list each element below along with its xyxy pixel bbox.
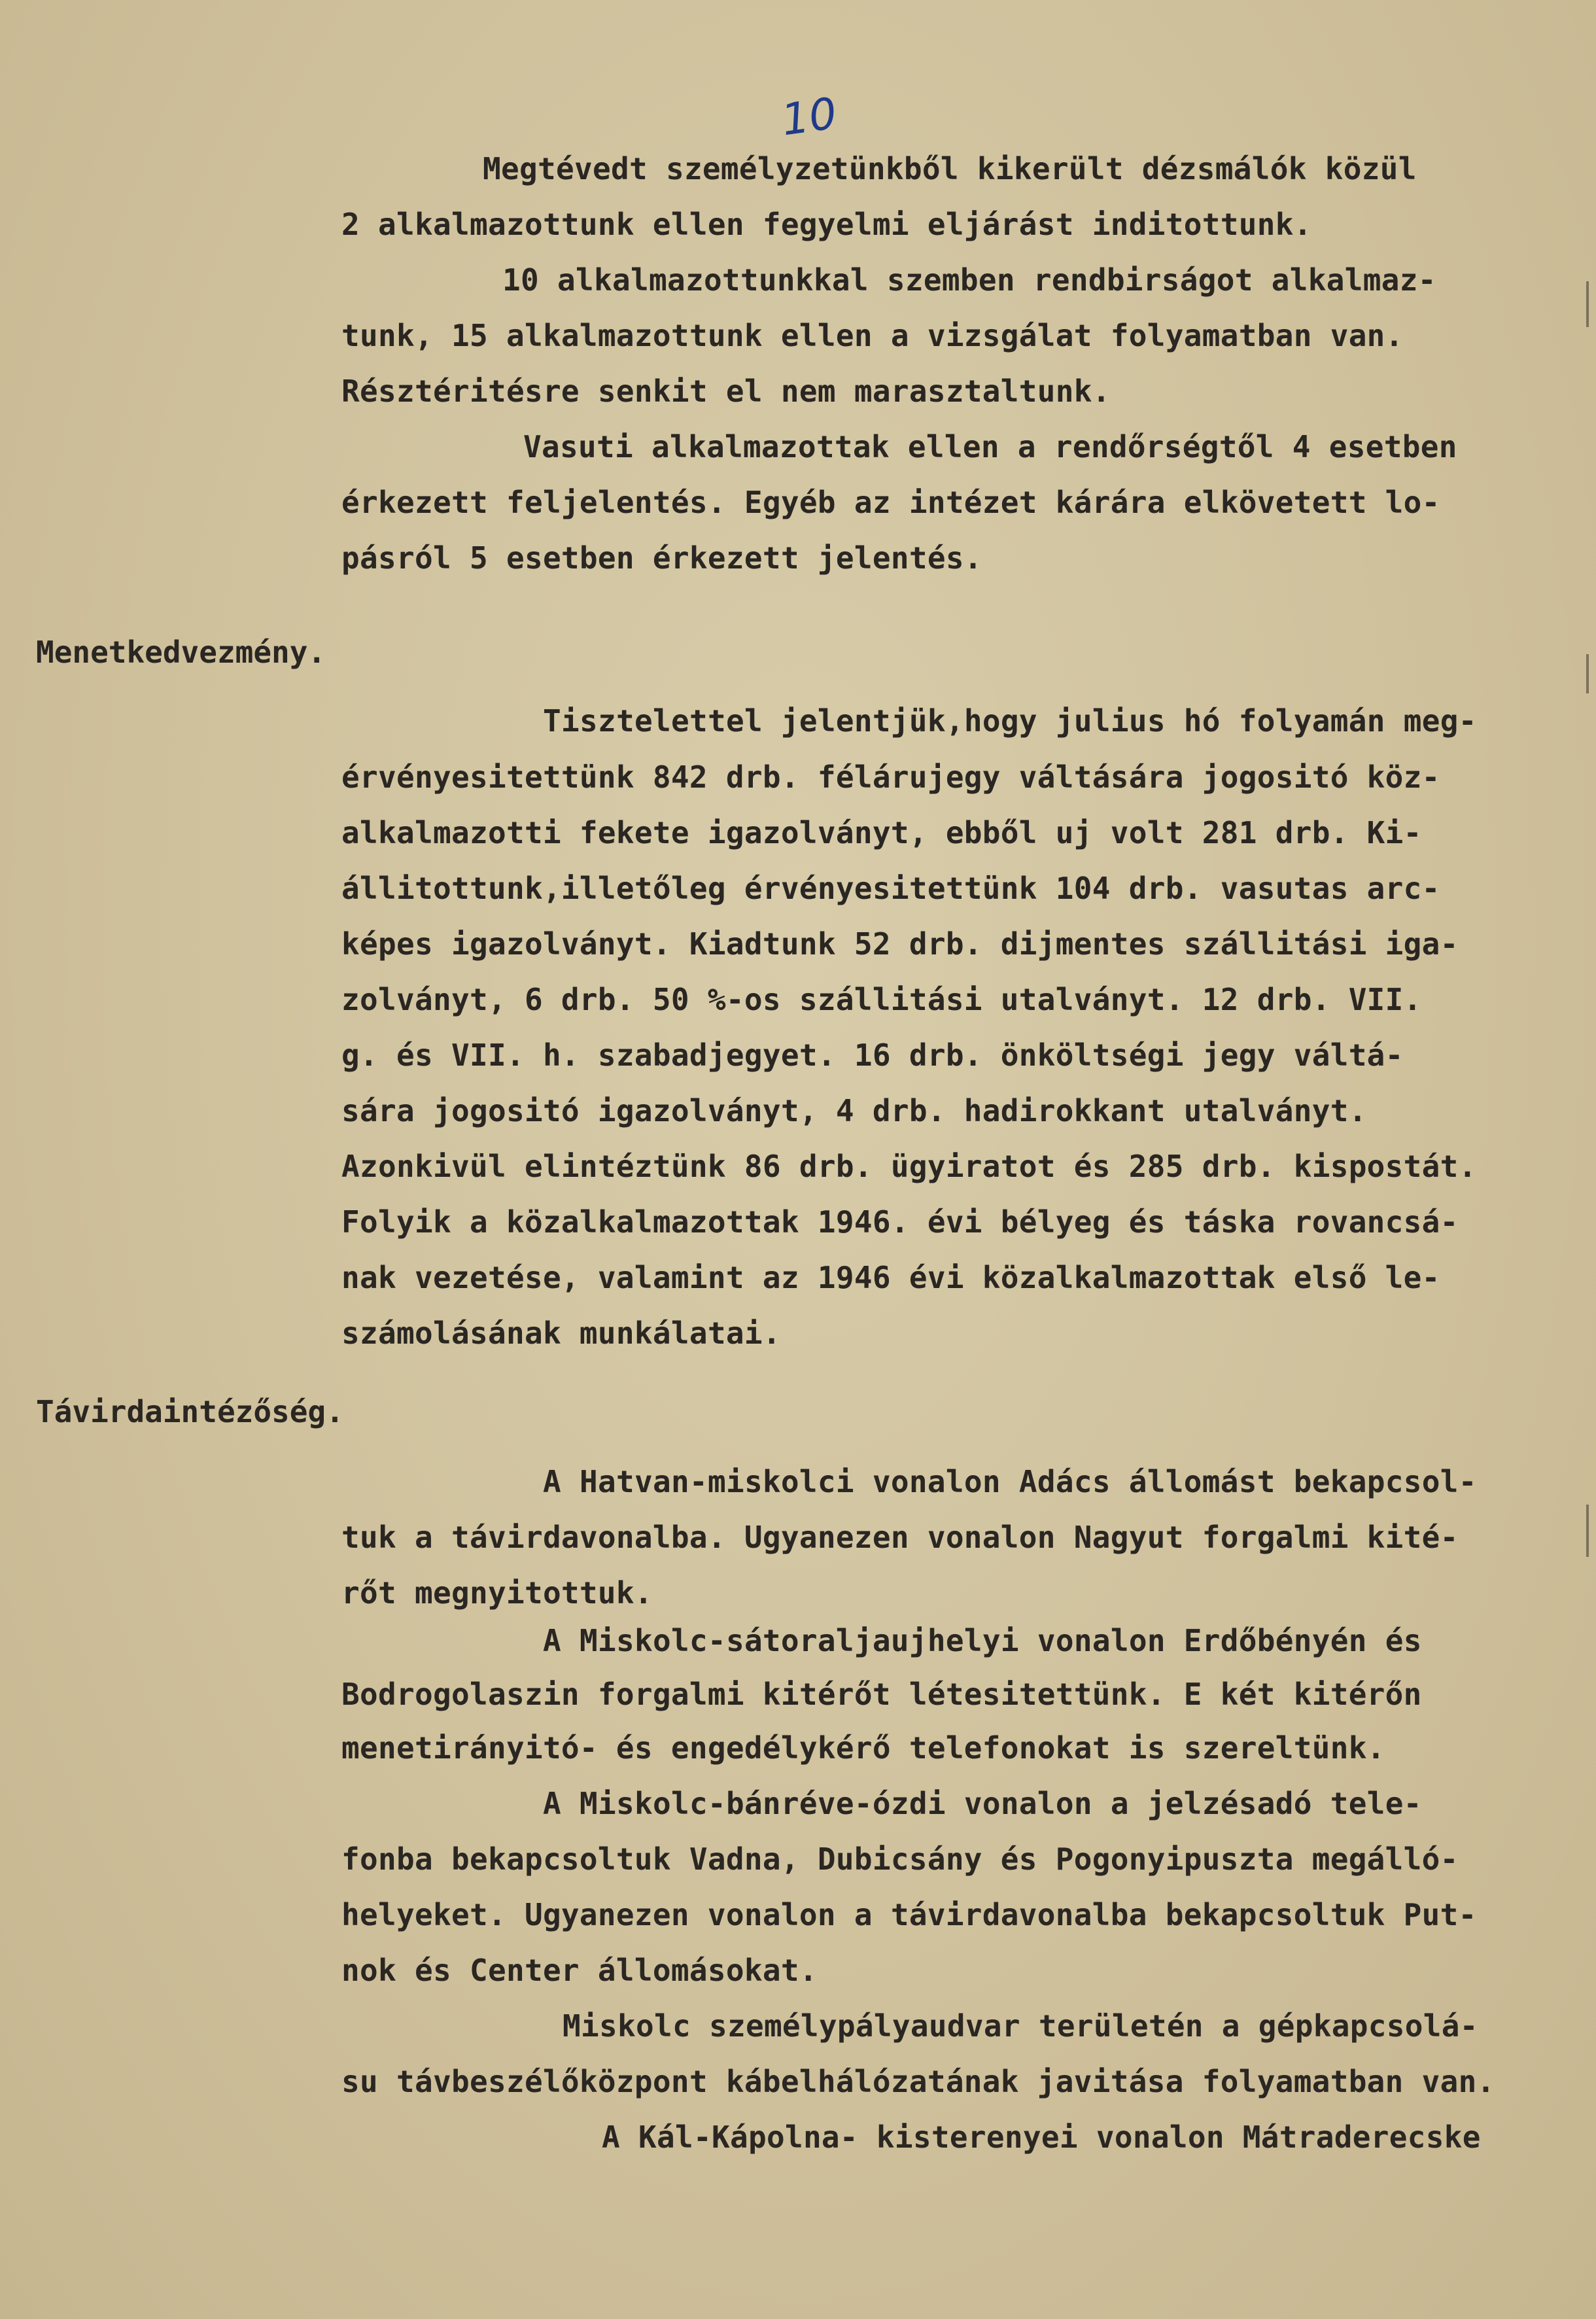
page-number: 10 (778, 88, 840, 146)
text-line: g. és VII. h. szabadjegyet. 16 drb. önköltségi jegy váltá- (341, 1037, 1404, 1073)
text-line: su távbeszélőközpont kábelhálózatának javitása folyamatban van. (341, 2064, 1495, 2099)
text-line: Miskolc személypályaudvar területén a gépkapcsolá- (563, 2008, 1478, 2044)
text-line: alkalmazotti fekete igazolványt, ebből uj volt 281 drb. Ki- (341, 815, 1422, 850)
text-line: érkezett feljelentés. Egyéb az intézet kárára elkövetett lo- (341, 485, 1440, 520)
text-line: fonba bekapcsoltuk Vadna, Dubicsány és Pogonyipuszta megálló- (341, 1841, 1459, 1877)
paper-edge-mark (1586, 654, 1589, 693)
paper-edge-mark (1586, 1505, 1589, 1557)
text-line: Megtévedt személyzetünkből kikerült dézsmálók közül (483, 151, 1417, 186)
text-line: érvényesitettünk 842 drb. félárujegy váltására jogositó köz- (341, 759, 1440, 795)
text-line: zolványt, 6 drb. 50 %-os szállitási utalványt. 12 drb. VII. (341, 982, 1422, 1017)
text-line: Résztéritésre senkit el nem marasztaltunk. (341, 374, 1111, 409)
text-line: menetirányitó- és engedélykérő telefonokat is szereltünk. (341, 1730, 1385, 1766)
text-line: Bodrogolaszin forgalmi kitérőt létesitettünk. E két kitérőn (341, 1677, 1422, 1712)
text-line: Folyik a közalkalmazottak 1946. évi bélyeg és táska rovancsá- (341, 1204, 1459, 1240)
text-line: Tisztelettel jelentjük,hogy julius hó folyamán meg- (543, 703, 1477, 739)
text-line: sára jogositó igazolványt, 4 drb. hadirokkant utalványt. (341, 1093, 1367, 1128)
paper-edge-mark (1586, 281, 1589, 327)
text-line: helyeket. Ugyanezen vonalon a távirdavonalba bekapcsoltuk Put- (341, 1897, 1477, 1932)
text-line: 2 alkalmazottunk ellen fegyelmi eljárást inditottunk. (341, 207, 1312, 242)
section-heading: Menetkedvezmény. (36, 635, 326, 670)
text-line: tuk a távirdavonalba. Ugyanezen vonalon Nagyut forgalmi kité- (341, 1520, 1459, 1555)
text-line: A Kál-Kápolna- kisterenyei vonalon Mátraderecske (602, 2119, 1481, 2155)
text-line: A Hatvan-miskolci vonalon Adács állomást bekapcsol- (543, 1464, 1477, 1499)
text-line: 10 alkalmazottunkkal szemben rendbirságot alkalmaz- (502, 262, 1436, 298)
text-line: tunk, 15 alkalmazottunk ellen a vizsgálat folyamatban van. (341, 318, 1404, 353)
text-line: képes igazolványt. Kiadtunk 52 drb. dijmentes szállitási iga- (341, 926, 1459, 962)
text-line: nok és Center állomásokat. (341, 1953, 818, 1988)
text-line: számolásának munkálatai. (341, 1316, 781, 1351)
text-line: rőt megnyitottuk. (341, 1575, 653, 1611)
section-heading: Távirdaintézőség. (36, 1394, 344, 1429)
text-line: A Miskolc-sátoraljaujhelyi vonalon Erdőbényén és (543, 1623, 1422, 1658)
text-line: állitottunk,illetőleg érvényesitettünk 104 drb. vasutas arc- (341, 871, 1440, 906)
text-line: Azonkivül elintéztünk 86 drb. ügyiratot és 285 drb. kispostát. (341, 1149, 1477, 1184)
text-line: A Miskolc-bánréve-ózdi vonalon a jelzésadó tele- (543, 1786, 1422, 1821)
text-line: Vasuti alkalmazottak ellen a rendőrségtől 4 esetben (523, 429, 1457, 464)
text-line: pásról 5 esetben érkezett jelentés. (341, 540, 982, 576)
text-line: nak vezetése, valamint az 1946 évi közalkalmazottak első le- (341, 1260, 1440, 1295)
